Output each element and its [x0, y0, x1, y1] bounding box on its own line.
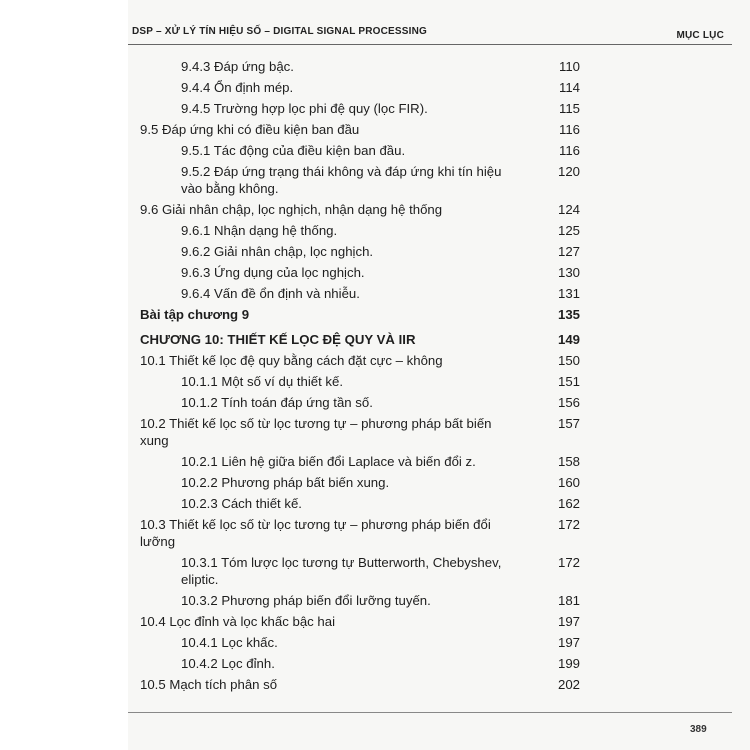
toc-entry: 10.3 Thiết kế lọc số từ lọc tương tự – phương pháp biến đổi lưỡng 172: [140, 517, 580, 549]
toc-entry: 9.6.3 Ứng dụng của lọc nghịch. 130: [181, 265, 580, 280]
page-number: 389: [690, 724, 707, 735]
toc-entry: 9.6.1 Nhận dạng hệ thống. 125: [181, 223, 580, 238]
toc-entry: 9.4.5 Trường hợp lọc phi đệ quy (lọc FIR). 115: [181, 101, 580, 116]
toc-entry: 10.4.2 Lọc đỉnh. 199: [181, 656, 580, 671]
toc-entry: Bài tập chương 9 135: [140, 307, 580, 322]
toc-entry: 9.4.4 Ổn định mép. 114: [181, 80, 580, 95]
toc-entry: 10.3.1 Tóm lược lọc tương tự Butterworth, Chebyshev, eliptic. 172: [181, 555, 580, 587]
toc-entry: 10.5 Mạch tích phân số 202: [140, 677, 580, 692]
header-title: DSP – XỬ LÝ TÍN HIỆU SỐ – DIGITAL SIGNAL PROCESSING: [132, 26, 428, 37]
running-header: [128, 18, 724, 40]
toc-entry: 10.2.1 Liên hệ giữa biến đổi Laplace và biến đổi z. 158: [181, 454, 580, 469]
toc-entry: 10.2.2 Phương pháp bất biến xung. 160: [181, 475, 580, 490]
toc-entry: 10.2 Thiết kế lọc số từ lọc tương tự – phương pháp bất biến xung 157: [140, 416, 580, 448]
toc-entry: 9.5.1 Tác động của điều kiện ban đầu. 116: [181, 143, 580, 158]
toc-entry: 9.6 Giải nhân chập, lọc nghịch, nhận dạng hệ thống 124: [140, 202, 580, 217]
toc-entry: 9.5 Đáp ứng khi có điều kiện ban đầu 116: [140, 122, 580, 137]
toc-entry: 10.2.3 Cách thiết kế. 162: [181, 496, 580, 511]
toc-entry: 10.4 Lọc đỉnh và lọc khấc bậc hai 197: [140, 614, 580, 629]
header-section: MỤC LỤC: [676, 30, 724, 41]
toc-entry: 9.5.2 Đáp ứng trạng thái không và đáp ứng khi tín hiệu vào bằng không. 120: [181, 164, 580, 196]
toc-entry: 10.1 Thiết kế lọc đệ quy bằng cách đặt cực – không 150: [140, 353, 580, 368]
toc-entry: 9.6.2 Giải nhân chập, lọc nghịch. 127: [181, 244, 580, 259]
header-rule: [128, 44, 732, 45]
toc-entry: 10.1.2 Tính toán đáp ứng tần số. 156: [181, 395, 580, 410]
toc-chapter: CHƯƠNG 10: THIẾT KẾ LỌC ĐỆ QUY VÀ IIR 149: [140, 332, 580, 347]
footer-rule: [128, 712, 732, 713]
toc-entry: 9.4.3 Đáp ứng bậc. 110: [181, 59, 580, 74]
toc-entry: 10.1.1 Một số ví dụ thiết kế. 151: [181, 374, 580, 389]
toc-entry: 10.3.2 Phương pháp biến đổi lưỡng tuyến. 181: [181, 593, 580, 608]
table-of-contents: [140, 58, 580, 697]
toc-entry: 9.6.4 Vấn đề ổn định và nhiễu. 131: [181, 286, 580, 301]
toc-entry: 10.4.1 Lọc khấc. 197: [181, 635, 580, 650]
